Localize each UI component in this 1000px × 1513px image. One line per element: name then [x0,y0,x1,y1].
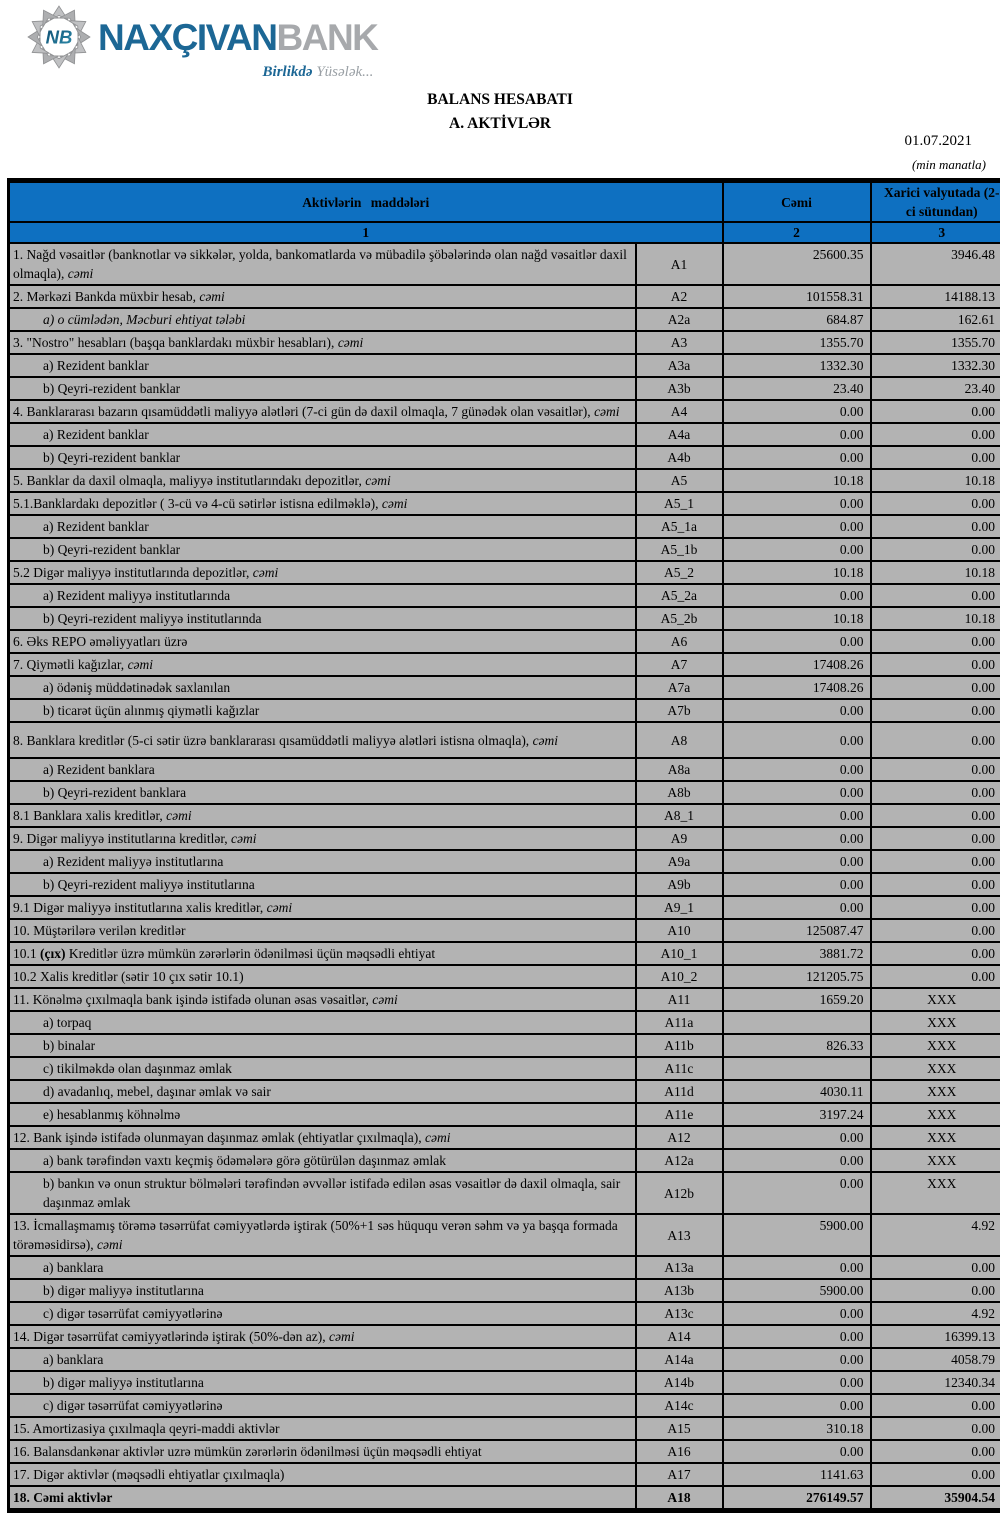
brand-name-primary: NAXÇIVAN [98,17,277,58]
report-subtitle: A. AKTİVLƏR [0,112,1000,136]
table-row [9,1149,1000,1172]
row-foreign-currency-value: 0.00 [871,492,1000,515]
row-code: A7 [636,653,723,676]
row-code: A14a [636,1348,723,1371]
table-row [9,377,1000,400]
row-label: c) tikilməkdə olan daşınmaz əmlak [9,1057,636,1080]
table-row [9,827,1000,850]
row-total-value: 826.33 [723,1034,871,1057]
row-label: b) digər maliyyə institutlarına [9,1279,636,1302]
row-foreign-currency-value: 12340.34 [871,1371,1000,1394]
column-number-3: 3 [871,222,1000,243]
row-foreign-currency-value: 0.00 [871,446,1000,469]
table-row [9,919,1000,942]
row-total-value: 1141.63 [723,1463,871,1486]
table-row [9,331,1000,354]
bank-logo [26,4,377,81]
table-row [9,896,1000,919]
row-label: 10.2 Xalis kreditlər (sətir 10 çıx sətir 10.1) [9,965,636,988]
row-label: 17. Digər aktivlər (məqsədli ehtiyatlar çıxılmaqla) [9,1463,636,1486]
balance-table [7,178,1000,1513]
column-number-1: 1 [9,222,723,243]
row-code: A3 [636,331,723,354]
row-code: A9_1 [636,896,723,919]
table-row [9,1371,1000,1394]
row-label: 3. "Nostro" hesabları (başqa banklardakı müxbir hesabları), cəmi [9,331,636,354]
row-foreign-currency-value: XXX [871,1149,1000,1172]
row-label: 7. Qiymətli kağızlar, cəmi [9,653,636,676]
row-code: A10_1 [636,942,723,965]
table-header-foreign-line1: Xarici valyutada (2- [872,183,1000,202]
row-code: A7a [636,676,723,699]
row-code: A3a [636,354,723,377]
row-code: A11b [636,1034,723,1057]
row-total-value: 0.00 [723,1172,871,1214]
row-label: 8. Banklara kreditlər (5-ci sətir üzrə banklararası qısamüddətli maliyyə alətləri istisna olmaqla), cəmi [9,722,636,758]
row-total-value: 310.18 [723,1417,871,1440]
brand-wordmark [98,17,377,59]
row-code: A8a [636,758,723,781]
row-code: A12 [636,1126,723,1149]
row-label: 10.1 (çıx) Kreditlər üzrə mümkün zərərlərin ödənilməsi üçün məqsədli ehtiyat [9,942,636,965]
row-total-value: 0.00 [723,722,871,758]
table-row [9,1103,1000,1126]
row-label: 11. Könəlmə çıxılmaqla bank işində istifadə olunan əsas vəsaitlər, cəmi [9,988,636,1011]
row-foreign-currency-value: 3946.48 [871,243,1000,285]
row-total-value: 0.00 [723,538,871,561]
table-row [9,988,1000,1011]
table-row [9,676,1000,699]
row-foreign-currency-value: 0.00 [871,827,1000,850]
row-code: A16 [636,1440,723,1463]
row-code: A4a [636,423,723,446]
row-code: A14b [636,1371,723,1394]
row-label: a) ödəniş müddətinədək saxlanılan [9,676,636,699]
row-total-value: 5900.00 [723,1214,871,1256]
row-foreign-currency-value: 0.00 [871,942,1000,965]
row-code: A11e [636,1103,723,1126]
row-foreign-currency-value: 10.18 [871,469,1000,492]
row-label: c) digər təsərrüfat cəmiyyətlərinə [9,1394,636,1417]
row-label: b) Qeyri-rezident banklar [9,377,636,400]
row-label: a) bank tərəfindən vaxtı keçmiş ödəmələrə görə götürülən daşınmaz əmlak [9,1149,636,1172]
row-foreign-currency-value: 4.92 [871,1302,1000,1325]
table-row [9,1172,1000,1214]
row-code: A6 [636,630,723,653]
row-code: A13b [636,1279,723,1302]
table-row [9,630,1000,653]
table-row [9,561,1000,584]
row-label: 6. Əks REPO əməliyyatları üzrə [9,630,636,653]
row-code: A8_1 [636,804,723,827]
table-row [9,1080,1000,1103]
row-total-value: 23.40 [723,377,871,400]
row-foreign-currency-value: 4.92 [871,1214,1000,1256]
table-header-foreign [871,181,1000,223]
table-row [9,1486,1000,1511]
row-code: A2a [636,308,723,331]
table-row [9,308,1000,331]
row-total-value: 0.00 [723,1256,871,1279]
row-total-value: 0.00 [723,781,871,804]
row-foreign-currency-value: XXX [871,1103,1000,1126]
row-code: A4b [636,446,723,469]
row-total-value: 0.00 [723,758,871,781]
row-foreign-currency-value: 0.00 [871,653,1000,676]
row-foreign-currency-value: 0.00 [871,699,1000,722]
row-foreign-currency-value: 0.00 [871,804,1000,827]
table-row [9,1394,1000,1417]
table-row [9,1214,1000,1256]
row-label: e) hesablanmış köhnəlmə [9,1103,636,1126]
row-foreign-currency-value: 0.00 [871,722,1000,758]
row-foreign-currency-value: 162.61 [871,308,1000,331]
row-foreign-currency-value: 23.40 [871,377,1000,400]
row-total-value: 3197.24 [723,1103,871,1126]
table-row [9,1057,1000,1080]
row-total-value: 25600.35 [723,243,871,285]
row-code: A1 [636,243,723,285]
row-total-value: 0.00 [723,446,871,469]
row-foreign-currency-value: 0.00 [871,423,1000,446]
row-code: A17 [636,1463,723,1486]
row-foreign-currency-value: 1332.30 [871,354,1000,377]
table-row [9,1034,1000,1057]
row-code: A11c [636,1057,723,1080]
table-header-total: Cəmi [723,181,871,223]
row-total-value: 0.00 [723,400,871,423]
table-row [9,965,1000,988]
table-row [9,423,1000,446]
row-code: A12a [636,1149,723,1172]
row-label: a) Rezident banklara [9,758,636,781]
row-label: 5.1.Banklardakı depozitlər ( 3-cü və 4-cü sətirlər istisna edilməklə), cəmi [9,492,636,515]
table-row [9,1126,1000,1149]
row-foreign-currency-value: 35904.54 [871,1486,1000,1511]
row-code: A13a [636,1256,723,1279]
row-label: a) banklara [9,1256,636,1279]
row-foreign-currency-value: XXX [871,1080,1000,1103]
table-row [9,492,1000,515]
row-total-value: 10.18 [723,561,871,584]
table-row [9,873,1000,896]
row-foreign-currency-value: 0.00 [871,873,1000,896]
row-code: A3b [636,377,723,400]
tagline-primary: Birlikdə [263,64,313,80]
tagline-secondary: Yüsələk... [316,64,373,80]
row-code: A14c [636,1394,723,1417]
row-total-value: 0.00 [723,584,871,607]
row-label: b) digər maliyyə institutlarına [9,1371,636,1394]
row-foreign-currency-value: 0.00 [871,896,1000,919]
row-total-value: 0.00 [723,1394,871,1417]
table-header-foreign-line2: ci sütundan) [872,202,1000,221]
row-label: a) torpaq [9,1011,636,1034]
row-code: A5_2 [636,561,723,584]
table-row [9,653,1000,676]
row-foreign-currency-value: 0.00 [871,538,1000,561]
row-code: A9 [636,827,723,850]
row-foreign-currency-value: 16399.13 [871,1325,1000,1348]
row-foreign-currency-value: 0.00 [871,515,1000,538]
row-total-value: 10.18 [723,469,871,492]
row-label: b) Qeyri-rezident maliyyə institutlarında [9,607,636,630]
table-row [9,1279,1000,1302]
row-total-value: 0.00 [723,827,871,850]
row-code: A5_1 [636,492,723,515]
row-label: 15. Amortizasiya çıxılmaqla qeyri-maddi aktivlər [9,1417,636,1440]
brand-name-secondary: BANK [277,17,378,58]
row-total-value: 121205.75 [723,965,871,988]
table-row [9,1463,1000,1486]
row-label: 2. Mərkəzi Bankda müxbir hesab, cəmi [9,285,636,308]
table-row [9,758,1000,781]
row-code: A4 [636,400,723,423]
report-date: 01.07.2021 [905,133,973,150]
row-label: a) Rezident maliyyə institutlarına [9,850,636,873]
row-foreign-currency-value: XXX [871,988,1000,1011]
column-number-2: 2 [723,222,871,243]
table-row [9,942,1000,965]
row-code: A11d [636,1080,723,1103]
table-row [9,781,1000,804]
row-total-value: 1332.30 [723,354,871,377]
row-code: A9b [636,873,723,896]
row-label: b) binalar [9,1034,636,1057]
row-foreign-currency-value: 10.18 [871,607,1000,630]
row-total-value: 0.00 [723,1371,871,1394]
table-row [9,285,1000,308]
row-label: b) Qeyri-rezident banklara [9,781,636,804]
row-code: A12b [636,1172,723,1214]
row-code: A11 [636,988,723,1011]
table-row [9,1256,1000,1279]
row-total-value: 0.00 [723,850,871,873]
row-total-value: 684.87 [723,308,871,331]
row-total-value: 0.00 [723,515,871,538]
row-total-value: 4030.11 [723,1080,871,1103]
row-label: 5. Banklar da daxil olmaqla, maliyyə institutlarındakı depozitlər, cəmi [9,469,636,492]
row-label: 16. Balansdankənar aktivlər uzrə mümkün zərərlərin ödənilməsi üçün məqsədli ehtiyat [9,1440,636,1463]
row-label: d) avadanlıq, mebel, daşınar əmlak və sair [9,1080,636,1103]
table-row [9,538,1000,561]
row-total-value: 0.00 [723,492,871,515]
row-label: 1. Nağd vəsaitlər (banknotlar və sikkələr, yolda, bankomatlarda və mübadilə şöbələrində olan nağd vəsaitlər daxil olmaqla), cəmi [9,243,636,285]
table-row [9,722,1000,758]
row-foreign-currency-value: XXX [871,1172,1000,1214]
row-label: b) ticarət üçün alınmış qiymətli kağızlar [9,699,636,722]
row-code: A5 [636,469,723,492]
row-total-value [723,1057,871,1080]
row-code: A2 [636,285,723,308]
table-row [9,1325,1000,1348]
row-total-value: 5900.00 [723,1279,871,1302]
row-label: 5.2 Digər maliyyə institutlarında depozitlər, cəmi [9,561,636,584]
row-foreign-currency-value: 0.00 [871,1463,1000,1486]
row-foreign-currency-value: 0.00 [871,965,1000,988]
row-label: b) Qeyri-rezident maliyyə institutlarına [9,873,636,896]
row-foreign-currency-value: XXX [871,1034,1000,1057]
row-label: 4. Banklararası bazarın qısamüddətli maliyyə alətləri (7-ci gün də daxil olmaqla, 7 günədək olan vəsaitlər), cəmi [9,400,636,423]
table-row [9,243,1000,285]
svg-text:NB: NB [46,27,73,48]
row-foreign-currency-value: 0.00 [871,1256,1000,1279]
row-foreign-currency-value: 0.00 [871,584,1000,607]
report-title: BALANS HESABATI [0,88,1000,112]
row-foreign-currency-value: 0.00 [871,630,1000,653]
table-row [9,515,1000,538]
row-total-value: 0.00 [723,1302,871,1325]
row-foreign-currency-value: 0.00 [871,400,1000,423]
row-total-value: 101558.31 [723,285,871,308]
row-code: A13c [636,1302,723,1325]
row-code: A5_1a [636,515,723,538]
table-row [9,699,1000,722]
row-total-value: 1659.20 [723,988,871,1011]
row-foreign-currency-value: 1355.70 [871,331,1000,354]
row-foreign-currency-value: 0.00 [871,850,1000,873]
row-label: a) Rezident banklar [9,515,636,538]
unit-note: (min manatla) [912,157,986,173]
row-label: a) o cümlədən, Məcburi ehtiyat tələbi [9,308,636,331]
row-total-value: 3881.72 [723,942,871,965]
report-titles [0,88,1000,136]
row-code: A14 [636,1325,723,1348]
row-foreign-currency-value: 0.00 [871,919,1000,942]
row-label: 12. Bank işində istifadə olunmayan daşınmaz əmlak (ehtiyatlar çıxılmaqla), cəmi [9,1126,636,1149]
row-code: A8 [636,722,723,758]
row-foreign-currency-value: 0.00 [871,1417,1000,1440]
row-label: a) Rezident banklar [9,354,636,377]
row-code: A10_2 [636,965,723,988]
row-total-value: 10.18 [723,607,871,630]
table-row [9,584,1000,607]
page-header [0,0,1000,178]
row-total-value: 0.00 [723,804,871,827]
row-foreign-currency-value: 10.18 [871,561,1000,584]
row-total-value: 0.00 [723,699,871,722]
table-row [9,469,1000,492]
row-total-value: 17408.26 [723,676,871,699]
row-code: A9a [636,850,723,873]
row-code: A7b [636,699,723,722]
table-row [9,354,1000,377]
row-foreign-currency-value: 0.00 [871,781,1000,804]
row-total-value: 17408.26 [723,653,871,676]
row-code: A11a [636,1011,723,1034]
table-body [9,243,1000,1511]
table-row [9,446,1000,469]
table-row [9,1011,1000,1034]
row-foreign-currency-value: 0.00 [871,676,1000,699]
row-total-value: 0.00 [723,1325,871,1348]
row-label: 14. Digər təsərrüfat cəmiyyətlərində iştirak (50%-dən az), cəmi [9,1325,636,1348]
table-header-items: Aktivlərin maddələri [9,181,723,223]
row-code: A15 [636,1417,723,1440]
row-foreign-currency-value: XXX [871,1057,1000,1080]
row-foreign-currency-value: XXX [871,1126,1000,1149]
table-row [9,804,1000,827]
row-total-value: 125087.47 [723,919,871,942]
row-total-value: 0.00 [723,1348,871,1371]
row-foreign-currency-value: 0.00 [871,1394,1000,1417]
row-label: 9.1 Digər maliyyə institutlarına xalis kreditlər, cəmi [9,896,636,919]
row-label: b) bankın və onun struktur bölmələri tərəfindən əvvəllər istifadə edilən əsas vəsaitlər də daxil olmaqla, sair daşınmaz əmlak [9,1172,636,1214]
row-label: a) banklara [9,1348,636,1371]
row-label: c) digər təsərrüfat cəmiyyətlərinə [9,1302,636,1325]
row-total-value: 0.00 [723,1149,871,1172]
row-code: A5_1b [636,538,723,561]
row-total-value: 0.00 [723,1126,871,1149]
row-total-value: 1355.70 [723,331,871,354]
table-row [9,850,1000,873]
row-label: b) Qeyri-rezident banklar [9,446,636,469]
row-code: A18 [636,1486,723,1511]
row-total-value: 0.00 [723,1440,871,1463]
table-row [9,1440,1000,1463]
row-total-value: 0.00 [723,630,871,653]
row-code: A5_2a [636,584,723,607]
row-total-value: 0.00 [723,896,871,919]
row-label: b) Qeyri-rezident banklar [9,538,636,561]
row-label: a) Rezident banklar [9,423,636,446]
row-label: 18. Cəmi aktivlər [9,1486,636,1511]
row-total-value: 0.00 [723,873,871,896]
row-label: a) Rezident maliyyə institutlarında [9,584,636,607]
row-total-value [723,1011,871,1034]
row-total-value: 0.00 [723,423,871,446]
row-code: A5_2b [636,607,723,630]
row-label: 9. Digər maliyyə institutlarına kreditlər, cəmi [9,827,636,850]
nb-monogram-emblem-icon [26,4,92,70]
table-row [9,1302,1000,1325]
row-label: 8.1 Banklara xalis kreditlər, cəmi [9,804,636,827]
row-total-value: 276149.57 [723,1486,871,1511]
row-foreign-currency-value: 4058.79 [871,1348,1000,1371]
row-foreign-currency-value: 0.00 [871,758,1000,781]
table-row [9,607,1000,630]
row-foreign-currency-value: XXX [871,1011,1000,1034]
row-foreign-currency-value: 0.00 [871,1279,1000,1302]
row-code: A8b [636,781,723,804]
row-foreign-currency-value: 0.00 [871,1440,1000,1463]
row-label: 10. Müştərilərə verilən kreditlər [9,919,636,942]
table-row [9,1348,1000,1371]
table-row [9,400,1000,423]
row-foreign-currency-value: 14188.13 [871,285,1000,308]
row-code: A10 [636,919,723,942]
row-code: A13 [636,1214,723,1256]
row-label: 13. İcmallaşmamış törəmə təsərrüfat cəmiyyətlərdə iştirak (50%+1 səs hüququ verən səhm və ya başqa formada törəməsidirsə), cəmi [9,1214,636,1256]
